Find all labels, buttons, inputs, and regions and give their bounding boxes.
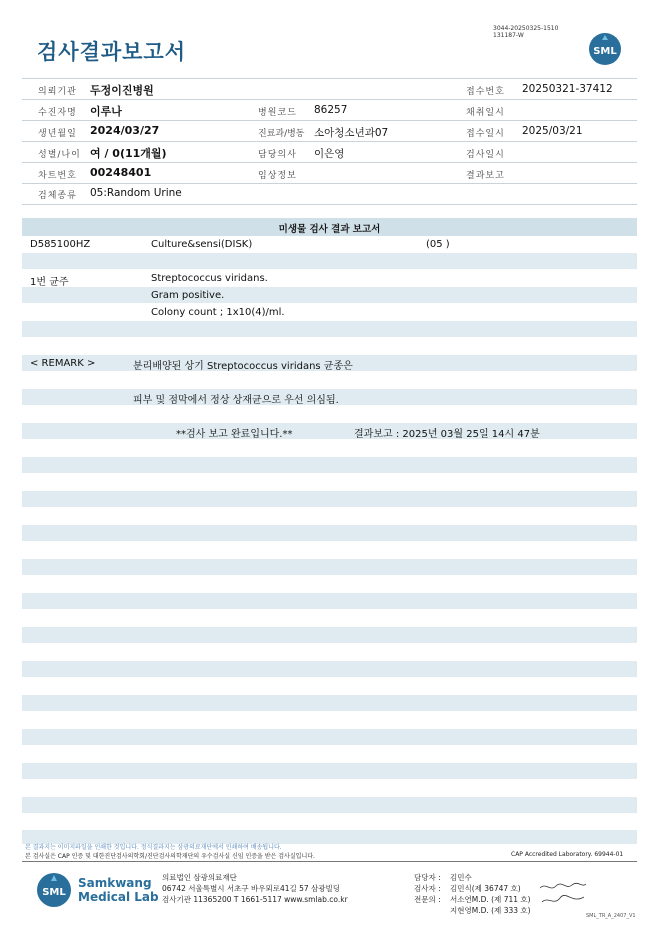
footer-logo-text: SML (42, 887, 66, 898)
test-name: Culture&sensi(DISK) (151, 239, 253, 250)
stripe (22, 763, 637, 779)
hospital-code-value: 86257 (314, 104, 348, 116)
page-title: 검사결과보고서 (37, 40, 187, 64)
isolate-label: 1번 균주 (30, 277, 69, 288)
cap-accreditation: CAP Accredited Laboratory. 69944-01 (511, 851, 624, 858)
sml-logo-icon (588, 32, 622, 66)
row-divider (22, 78, 637, 79)
footer-divider (22, 861, 637, 862)
receipt-date-label: 접수일시 (466, 129, 505, 139)
stripe (22, 423, 637, 439)
brand-name-line2: Medical Lab (78, 890, 159, 904)
isolate-gram: Gram positive. (151, 290, 225, 301)
brand-name-line1: Samkwang (78, 876, 152, 890)
specialist2-value: 지현영M.D. (제 333 호) (450, 906, 531, 915)
receipt-no-value: 20250321-37412 (522, 83, 613, 95)
row-divider (22, 141, 637, 142)
hospital-value: 두정이진병원 (90, 84, 154, 97)
row-divider (22, 204, 637, 205)
stripe (22, 287, 637, 303)
examinee-label: 수진자명 (38, 108, 77, 118)
org-contact: 검사기관 11365200 T 1661-5117 www.smlab.co.kr (162, 895, 348, 904)
specimen-label: 검체종류 (38, 191, 77, 201)
samkwang-logo-icon (36, 872, 72, 908)
birth-label: 생년월일 (38, 129, 77, 139)
clinical-label: 임상정보 (258, 171, 297, 181)
test-date-label: 검사일시 (466, 150, 505, 160)
stripe (22, 627, 637, 643)
stripe (22, 525, 637, 541)
collect-date-label: 채취일시 (466, 108, 505, 118)
specialist-label: 전문의 : (414, 895, 441, 904)
document-number (493, 25, 558, 39)
remark-label: < REMARK > (30, 358, 96, 369)
doctor-value: 이은영 (314, 148, 345, 160)
specialist1-value: 서소연M.D. (제 711 호) (450, 895, 531, 904)
sex-age-value: 여 / 0(11개월) (90, 147, 167, 160)
tester-value: 김민식(제 36747 호) (450, 884, 521, 893)
sex-age-label: 성별/나이 (38, 150, 81, 160)
section-title: 미생물 검사 결과 보고서 (278, 224, 381, 235)
logo-text: SML (593, 46, 617, 57)
test-code: D585100HZ (30, 239, 91, 250)
stripe (22, 695, 637, 711)
staff-label: 담당자 : (414, 873, 441, 882)
signature-icon (538, 878, 588, 910)
form-code: SML_TR_A_2407_V1 (586, 913, 636, 919)
stripe (22, 559, 637, 575)
dept-label: 진료과/병동 (258, 129, 305, 139)
dept-value: 소아청소년과07 (314, 127, 389, 139)
footer-note-cap: 본 검사실은 CAP 인증 및 대한진단검사의학회/진단검사의학재단의 우수검사실 신임 인증을 받은 검사실입니다. (25, 853, 315, 860)
row-divider (22, 99, 637, 100)
examinee-value: 이루나 (90, 105, 122, 118)
test-code-suffix: (05 ) (426, 239, 450, 250)
footer-note-image: 본 결과지는 이미지파일을 인쇄한 것입니다. 정식결과지는 삼광의료재단에서 인쇄하여 배송됩니다. (25, 844, 282, 851)
tester-label: 검사자 : (414, 884, 441, 893)
chart-label: 차트번호 (38, 171, 77, 181)
org-address: 06742 서울특별시 서초구 바우뫼로41길 57 삼광빌딩 (162, 884, 341, 893)
document-number-line1: 3044-20250325-1510 (493, 25, 559, 32)
chart-value: 00248401 (90, 166, 152, 179)
report-label: 결과보고 (466, 171, 505, 181)
org-name: 의료법인 삼광의료재단 (162, 873, 237, 882)
stripe (22, 661, 637, 677)
stripe (22, 321, 637, 337)
isolate-organism: Streptococcus viridans. (151, 273, 268, 284)
row-divider (22, 120, 637, 121)
staff-value: 김민수 (450, 873, 472, 882)
isolate-colony: Colony count ; 1x10(4)/ml. (151, 307, 285, 318)
stripe (22, 457, 637, 473)
stripe (22, 491, 637, 507)
stripe (22, 593, 637, 609)
document-number-line2: 131187-W (493, 32, 524, 39)
receipt-date-value: 2025/03/21 (522, 125, 583, 137)
stripe (22, 729, 637, 745)
row-divider (22, 162, 637, 163)
specimen-value: 05:Random Urine (90, 187, 182, 199)
stripe (22, 253, 637, 269)
doctor-label: 담당의사 (258, 150, 297, 160)
report-time: 결과보고 : 2025년 03월 25일 14시 47분 (354, 429, 540, 440)
hospital-code-label: 병원코드 (258, 108, 297, 118)
receipt-no-label: 접수번호 (466, 87, 505, 97)
birth-value: 2024/03/27 (90, 124, 160, 137)
remark-line2: 피부 및 점막에서 정상 상재균으로 우선 의심됨. (133, 395, 339, 406)
hospital-label: 의뢰기관 (38, 87, 77, 97)
complete-text: **검사 보고 완료입니다.** (176, 429, 293, 440)
remark-line1: 분리배양된 상기 Streptococcus viridans 균종은 (133, 361, 353, 372)
stripe (22, 797, 637, 813)
row-divider (22, 183, 637, 184)
